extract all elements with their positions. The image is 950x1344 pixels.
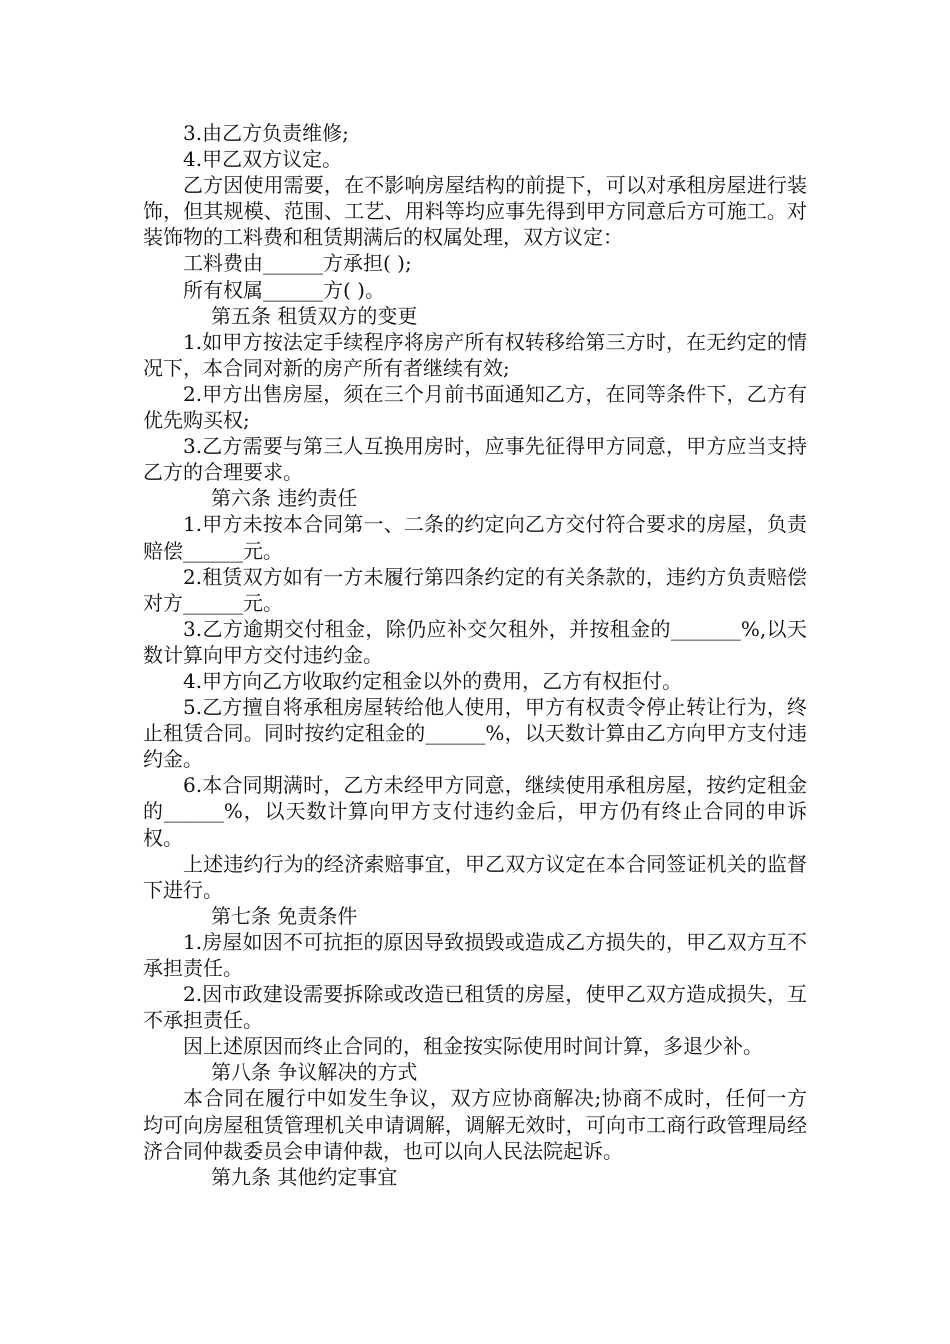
article-6-heading: 第六条 违约责任 <box>211 486 358 511</box>
item-repair-by-b: 3.由乙方负责维修; <box>183 121 349 145</box>
article-7-item-1: 1.房屋如因不可抗拒的原因导致损毁或造成乙方损失的，甲乙双方互不承担责任。 <box>143 929 807 980</box>
article-6-item-5: 5.乙方擅自将承租房屋转给他人使用，甲方有权责令停止转让行为，终止租赁合同。同时按约定租金的______%，以天数计算由乙方向甲方支付违约金。 <box>143 695 807 772</box>
article-5-item-2: 2.甲方出售房屋，须在三个月前书面通知乙方，在同等条件下，乙方有优先购买权; <box>143 381 807 433</box>
paragraph-dispute-resolution: 本合同在履行中如发生争议，双方应协商解决;协商不成时，任何一方均可向房屋租赁管理机关申请调解，调解无效时，可向市工商行政管理局经济合同仲裁委员会申请仲裁，也可以向人民法院起诉。 <box>143 1086 807 1163</box>
article-6-item-1: 1.甲方未按本合同第一、二条的约定向乙方交付符合要求的房屋，负责赔偿______元。 <box>143 512 807 563</box>
article-6-item-3: 3.乙方逾期交付租金，除仍应补交欠租外，并按租金的_______%,以天数计算向甲方交付违约金。 <box>143 616 807 667</box>
article-5-item-1: 1.如甲方按法定手续程序将房产所有权转移给第三方时，在无约定的情况下，本合同对新的房产所有者继续有效; <box>143 329 807 380</box>
article-5-item-3: 3.乙方需要与第三人互换用房时，应事先征得甲方同意，甲方应当支持乙方的合理要求。 <box>143 434 807 485</box>
item-ownership: 所有权属______方( )。 <box>183 277 385 302</box>
article-9-heading: 第九条 其他约定事宜 <box>211 1164 398 1189</box>
item-material-cost: 工料费由______方承担( ); <box>183 251 412 276</box>
article-6-item-6: 6.本合同期满时，乙方未经甲方同意，继续使用承租房屋，按约定租金的______%，以天数计算向甲方支付违约金后，甲方仍有终止合同的申诉权。 <box>143 773 807 850</box>
document-body <box>143 120 807 1190</box>
article-8-heading: 第八条 争议解决的方式 <box>211 1060 418 1085</box>
paragraph-compensation-supervision: 上述违约行为的经济索赔事宜，甲乙双方议定在本合同签证机关的监督下进行。 <box>143 851 807 902</box>
paragraph-decoration: 乙方因使用需要，在不影响房屋结构的前提下，可以对承租房屋进行装饰，但其规模、范围、工艺、用料等均应事先得到甲方同意后方可施工。对装饰物的工料费和租赁期满后的权属处理，双方议定： <box>143 173 807 250</box>
article-7-item-2: 2.因市政建设需要拆除或改造已租赁的房屋，使甲乙双方造成损失，互不承担责任。 <box>143 982 807 1033</box>
article-7-heading: 第七条 免责条件 <box>211 903 358 928</box>
article-6-item-2: 2.租赁双方如有一方未履行第四条约定的有关条款的，违约方负责赔偿对方______元。 <box>143 564 807 615</box>
paragraph-rent-settlement: 因上述原因而终止合同的，租金按实际使用时间计算，多退少补。 <box>183 1034 763 1059</box>
article-6-item-4: 4.甲方向乙方收取约定租金以外的费用，乙方有权拒付。 <box>183 668 683 693</box>
article-5-heading: 第五条 租赁双方的变更 <box>211 303 418 328</box>
item-mutual-agreement: 4.甲乙双方议定。 <box>183 147 343 172</box>
